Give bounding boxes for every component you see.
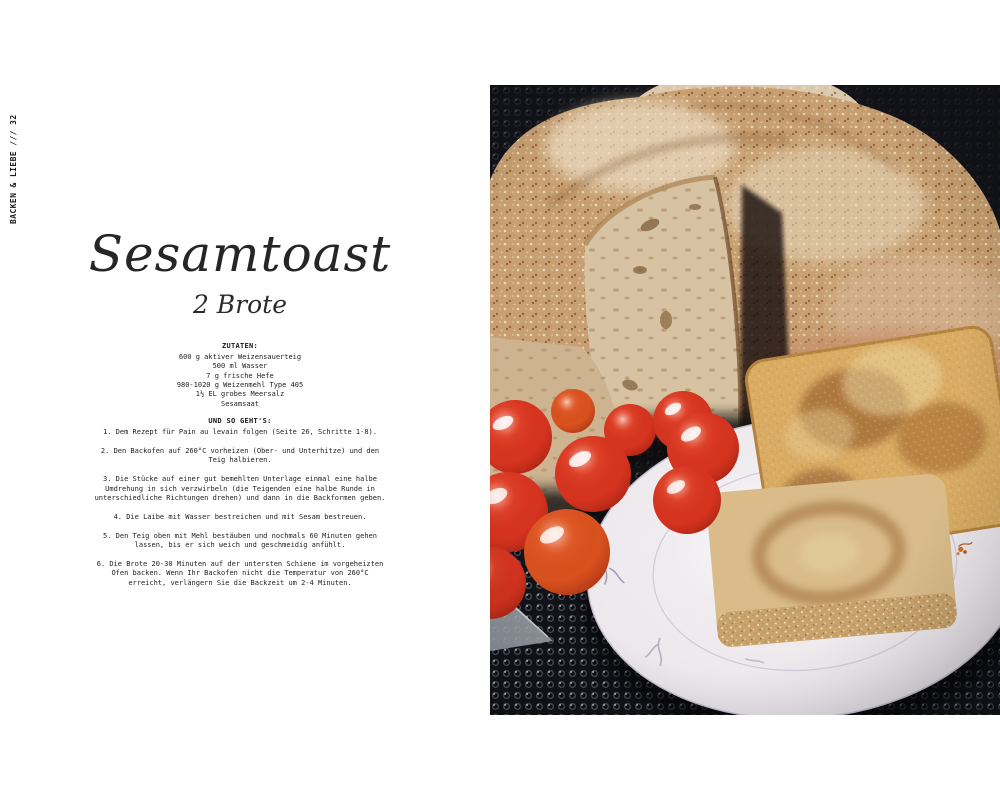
recipe-column xyxy=(88,226,392,597)
recipe-photo xyxy=(490,85,1000,715)
step-item: 4. Die Laibe mit Wasser bestreichen und mit Sesam bestreuen. xyxy=(113,512,367,521)
step-item: 1. Dem Rezept für Pain au levain folgen (Seite 26, Schritte 1-8). xyxy=(103,428,377,437)
page-spine-text: BACKEN & LIEBE /// 32 xyxy=(9,114,18,224)
step-item: 6. Die Brote 20-30 Minuten auf der untersten Schiene im vorgeheizten Ofen backen. Wenn Ihr Backofen nicht die Temperatur von 260°C erreicht, verlängern Sie die Backzeit um 2-4 Minuten. xyxy=(96,559,384,587)
step-item: 3. Die Stücke auf einer gut bemehlten Unterlage einmal eine halbe Umdrehung in sich verzwirbeln (die Teigenden eine halbe Runde in unterschiedliche Richtungen drehen) und dann in die Backformen geben. xyxy=(94,475,386,502)
ingredients-list xyxy=(88,353,392,409)
steps-heading: UND SO GEHT'S: xyxy=(208,417,272,426)
ingredient-item: 1½ EL grobes Meersalz xyxy=(195,390,285,399)
step-item: 5. Den Teig oben mit Mehl bestäuben und nochmals 60 Minuten gehen lassen, bis er sich weich und geschmeidig anfühlt. xyxy=(103,531,377,549)
step-item: 2. Den Backofen auf 260°C vorheizen (Ober- und Unterhitze) und den Teig halbieren. xyxy=(100,446,380,465)
ingredient-item: 980-1020 g Weizenmehl Type 405 xyxy=(176,380,304,389)
recipe-title: Sesamtoast xyxy=(88,225,392,283)
recipe-subtitle: 2 Brote xyxy=(192,290,288,319)
ingredient-item: Sesamsaat xyxy=(221,399,259,408)
ingredient-item: 500 ml Wasser xyxy=(212,362,268,371)
photo-vignette xyxy=(490,85,1000,715)
steps-list xyxy=(88,428,392,588)
ingredient-item: 600 g aktiver Weizensauerteig xyxy=(178,352,302,361)
ingredients-heading: ZUTATEN: xyxy=(221,341,259,350)
ingredient-item: 7 g frische Hefe xyxy=(206,371,274,380)
